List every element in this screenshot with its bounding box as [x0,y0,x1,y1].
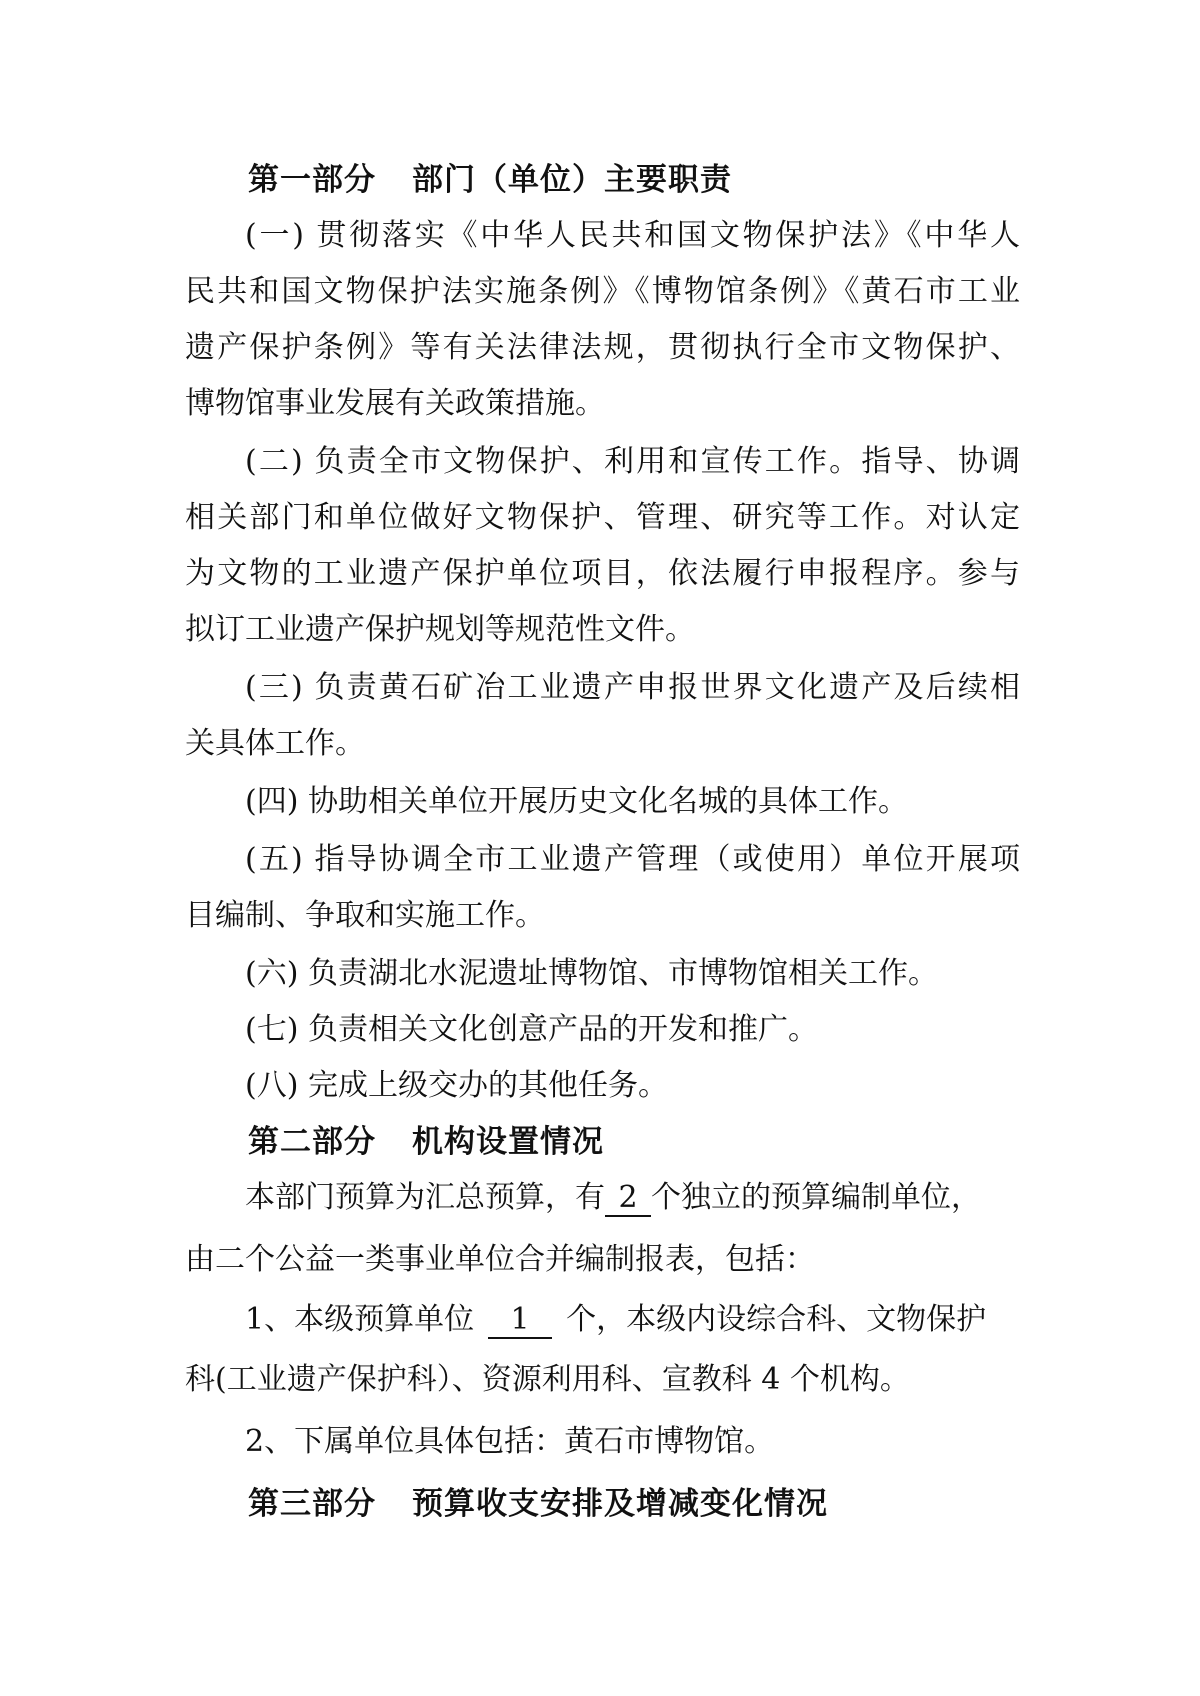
duty-4: (四) 协助相关单位开展历史文化名城的具体工作。 [245,784,908,819]
part3-heading [248,1484,828,1524]
duty-2-line-1: (二) 负责全市文物保护、利用和宣传工作。指导、协调 [245,444,1020,479]
duty-8: (八) 完成上级交办的其他任务。 [245,1068,668,1103]
duty-5-line-1: (五) 指导协调全市工业遗产管理（或使用）单位开展项 [245,842,1020,877]
own-unit-line-1 [245,1300,986,1340]
duty-6: (六) 负责湖北水泥遗址博物馆、市博物馆相关工作。 [245,956,938,991]
duty-5-line-2: 目编制、争取和实施工作。 [185,898,545,933]
own-unit-count: 1 [488,1303,552,1339]
part1-heading [248,160,732,200]
subordinate-units: 2、下属单位具体包括：黄石市博物馆。 [245,1424,775,1459]
own-unit-line-2: 科(工业遗产保护科）、资源利用科、宣教科 4 个机构。 [185,1362,910,1397]
duty-3-line-1: (三) 负责黄石矿冶工业遗产申报世界文化遗产及后续相 [245,670,1020,705]
part3-heading-number: 第三部分 [248,1486,376,1522]
duty-7: (七) 负责相关文化创意产品的开发和推广。 [245,1012,818,1047]
org-summary-prefix: 本部门预算为汇总预算，有 [245,1180,605,1215]
independent-unit-count: 2 [605,1181,651,1217]
org-summary-line-2: 由二个公益一类事业单位合并编制报表，包括： [185,1242,815,1277]
own-unit-prefix: 1、本级预算单位 [245,1302,475,1337]
own-unit-suffix: 个，本级内设综合科、文物保护 [566,1302,987,1337]
duty-2-line-4: 拟订工业遗产保护规划等规范性文件。 [185,612,695,647]
org-summary-suffix: 个独立的预算编制单位， [651,1180,981,1215]
part2-heading-number: 第二部分 [248,1124,376,1160]
part2-heading [248,1122,604,1162]
part2-heading-text: 机构设置情况 [412,1124,604,1160]
duty-3-line-2: 关具体工作。 [185,726,365,761]
part1-heading-number: 第一部分 [248,162,376,198]
duty-1-line-3: 遗产保护条例》等有关法律法规，贯彻执行全市文物保护、 [185,330,1020,365]
duty-2-line-3: 为文物的工业遗产保护单位项目，依法履行申报程序。参与 [185,556,1020,591]
duty-1-line-4: 博物馆事业发展有关政策措施。 [185,386,605,421]
duty-1-line-2: 民共和国文物保护法实施条例》《博物馆条例》《黄石市工业 [185,274,1020,309]
duty-1-line-1: (一) 贯彻落实《中华人民共和国文物保护法》《中华人 [245,218,1020,253]
part3-heading-text: 预算收支安排及增减变化情况 [412,1486,828,1522]
part1-heading-text: 部门（单位）主要职责 [412,162,732,198]
duty-2-line-2: 相关部门和单位做好文物保护、管理、研究等工作。对认定 [185,500,1020,535]
org-summary-line-1 [245,1178,981,1218]
